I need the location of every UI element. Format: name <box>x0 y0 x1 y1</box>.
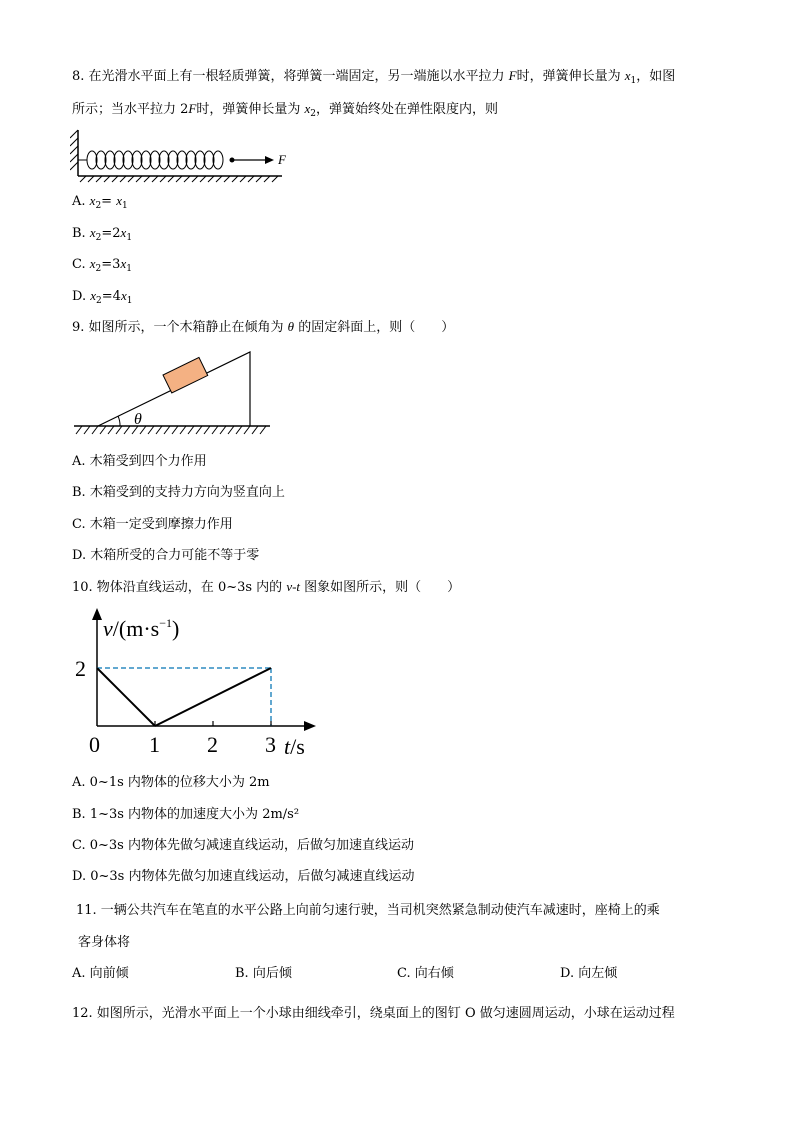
q8-stem-line2 <box>72 100 498 123</box>
option-var: x <box>89 256 96 271</box>
q8-option-c[interactable] <box>72 255 132 278</box>
angle-arc <box>118 416 120 426</box>
q8-var-x: x <box>304 101 311 116</box>
q8-text: 8. 在光滑水平面上有一根轻质弹簧，将弹簧一端固定，另一端施以水平拉力 <box>72 69 509 84</box>
y-axis-arrow <box>92 608 102 620</box>
x-tick-label: 1 <box>149 732 160 757</box>
floor-hatching <box>80 176 278 182</box>
option-rel: = <box>101 257 113 272</box>
option-sub: 1 <box>126 233 133 243</box>
option-rel: = <box>101 194 117 209</box>
q8-stem-line1 <box>72 67 675 90</box>
q10-option-a[interactable]: A. 0~1s 内物体的位移大小为 2m <box>72 775 270 790</box>
q8-text: 时，弹簧伸长量为 <box>516 69 625 84</box>
q9-text: 9. 如图所示，一个木箱静止在倾角为 <box>72 320 288 335</box>
option-sub: 1 <box>121 201 128 211</box>
q11-option-b[interactable]: B. 向后倾 <box>235 966 292 981</box>
q11-stem-line2: 客身体将 <box>78 935 131 950</box>
wall-hatching <box>70 130 78 170</box>
option-var: x <box>90 288 97 303</box>
x-tick-label: 3 <box>265 732 276 757</box>
option-var: x <box>116 193 122 208</box>
spring-figure <box>70 124 300 184</box>
q9-option-d[interactable]: D. 木箱所受的合力可能不等于零 <box>72 548 260 563</box>
option-sub: 2 <box>95 233 102 243</box>
q10-option-b[interactable]: B. 1~3s 内物体的加速度大小为 2m/s² <box>72 807 300 822</box>
x-tick-label: 0 <box>89 732 100 757</box>
incline-figure <box>72 346 274 438</box>
q8-option-b[interactable] <box>72 224 132 247</box>
option-sub: 2 <box>96 296 102 306</box>
option-prefix: D. <box>72 289 91 304</box>
option-var: x <box>89 225 96 240</box>
q8-option-a[interactable] <box>72 192 128 215</box>
spring <box>78 151 223 169</box>
ground-hatching <box>76 426 266 434</box>
q9-option-b[interactable]: B. 木箱受到的支持力方向为竖直向上 <box>72 485 285 500</box>
q10-option-c[interactable]: C. 0~3s 内物体先做匀减速直线运动，后做匀加速直线运动 <box>72 838 414 853</box>
y-axis-label: $v/(m\cdot s^{-1})$ <box>103 616 180 641</box>
q9-var-theta: θ <box>287 319 295 334</box>
q8-var-x: x <box>624 68 631 83</box>
q10-var-vt: v-t <box>286 579 301 594</box>
option-sub: 2 <box>95 201 102 211</box>
q11-stem-line1: 11. 一辆公共汽车在笔直的水平公路上向前匀速行驶，当司机突然紧急制动使汽车减速时，座椅上的乘 <box>76 903 660 918</box>
q12-stem-line1: 12. 如图所示，光滑水平面上一个小球由细线牵引，绕桌面上的图钉 O 做匀速圆周运动，小球在运动过程 <box>72 1006 675 1021</box>
box <box>163 357 208 393</box>
option-sub: 1 <box>126 296 133 306</box>
option-prefix: B. <box>72 226 90 241</box>
option-rel: = <box>101 289 113 304</box>
vt-chart <box>70 606 330 766</box>
option-var: x <box>120 288 127 303</box>
q8-option-d[interactable] <box>72 287 132 310</box>
series-segment <box>155 668 271 726</box>
angle-label: θ <box>134 411 142 428</box>
x-tick-label: 2 <box>207 732 218 757</box>
q8-sub: 1 <box>630 76 637 86</box>
x-axis-arrow <box>304 721 316 731</box>
force-label: F <box>278 152 286 167</box>
q8-var-F: F <box>188 101 197 116</box>
q11-option-a[interactable]: A. 向前倾 <box>72 966 129 981</box>
q9-text: 的固定斜面上，则（ ） <box>294 320 455 335</box>
option-sub: 2 <box>95 264 102 274</box>
option-var: x <box>120 225 127 240</box>
q8-text: ，弹簧始终处在弹性限度内，则 <box>316 102 499 117</box>
option-rel: = <box>101 226 113 241</box>
q11-option-d[interactable]: D. 向左倾 <box>560 966 618 981</box>
q9-stem <box>72 318 454 337</box>
option-prefix: C. <box>72 257 90 272</box>
option-var: x <box>89 193 96 208</box>
q8-text: 所示；当水平拉力 2 <box>72 102 189 117</box>
option-coef: 2 <box>112 226 121 241</box>
option-coef: 3 <box>112 257 121 272</box>
series-segment <box>97 668 155 726</box>
q8-var-F: F <box>508 68 517 83</box>
q11-option-c[interactable]: C. 向右倾 <box>397 966 454 981</box>
y-tick-label: 2 <box>75 656 86 681</box>
q10-text: 10. 物体沿直线运动，在 0~3s 内的 <box>72 580 287 595</box>
wooden-box <box>163 357 208 393</box>
force-arrowhead <box>265 156 274 164</box>
option-var: x <box>120 256 127 271</box>
q8-text: 时，弹簧伸长量为 <box>196 102 305 117</box>
q10-text: 图象如图所示，则（ ） <box>300 580 461 595</box>
q8-text: ，如图 <box>636 69 676 84</box>
q9-option-c[interactable]: C. 木箱一定受到摩擦力作用 <box>72 517 233 532</box>
q8-sub: 2 <box>310 109 317 119</box>
q10-option-d[interactable]: D. 0~3s 内物体先做匀加速直线运动，后做匀减速直线运动 <box>72 869 415 884</box>
x-axis-label: t/s <box>284 734 305 759</box>
q9-option-a[interactable]: A. 木箱受到四个力作用 <box>72 454 207 469</box>
option-sub: 1 <box>126 264 132 274</box>
q10-stem <box>72 578 460 597</box>
option-prefix: A. <box>72 194 90 209</box>
option-coef: 4 <box>112 289 121 304</box>
